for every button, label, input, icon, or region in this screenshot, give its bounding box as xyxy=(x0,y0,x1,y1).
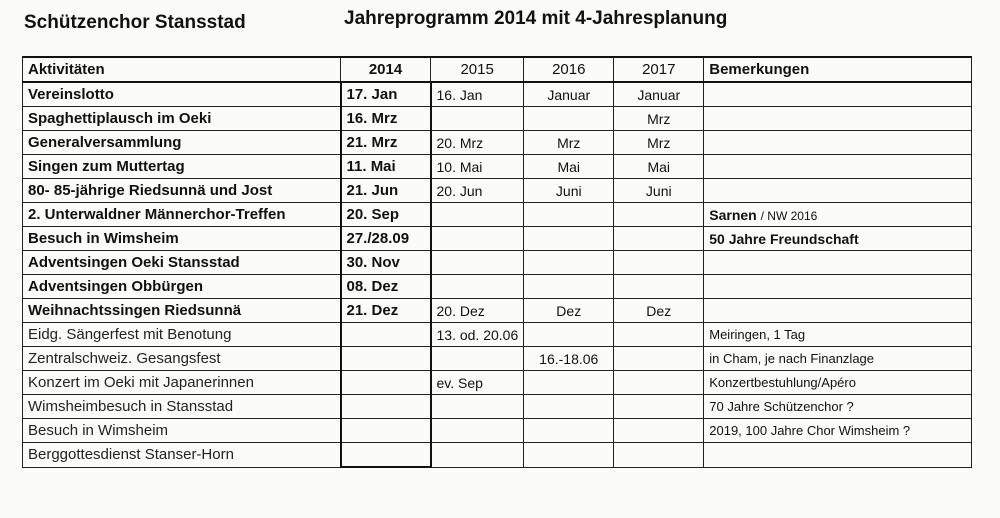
date-2016-cell: Juni xyxy=(524,179,614,203)
column-header-2015: 2015 xyxy=(431,57,524,82)
date-2015-cell xyxy=(431,275,524,299)
date-2014-cell: 30. Nov xyxy=(341,251,431,275)
remarks-cell xyxy=(704,443,972,468)
date-2015-cell: 20. Dez xyxy=(431,299,524,323)
date-2016-cell xyxy=(524,251,614,275)
date-2014-cell: 08. Dez xyxy=(341,275,431,299)
date-2016-cell: Mai xyxy=(524,155,614,179)
date-2016-cell xyxy=(524,203,614,227)
activity-cell: Generalversammlung xyxy=(23,131,341,155)
remarks-note: / NW 2016 xyxy=(760,208,818,223)
date-2014-cell xyxy=(341,323,431,347)
activity-cell: Weihnachtssingen Riedsunnä xyxy=(23,299,341,323)
table-row xyxy=(23,443,972,468)
date-2017-cell: Mrz xyxy=(614,131,704,155)
table-row xyxy=(23,203,972,227)
date-2016-cell xyxy=(524,371,614,395)
date-2016-cell: Mrz xyxy=(524,131,614,155)
date-2015-cell: 20. Mrz xyxy=(431,131,524,155)
remarks-text: in Cham, je nach Finanzlage xyxy=(709,351,875,366)
date-2016-cell xyxy=(524,395,614,419)
date-2016-cell: Dez xyxy=(524,299,614,323)
column-header-activities: Aktivitäten xyxy=(23,57,341,82)
table-row xyxy=(23,419,972,443)
activity-cell: 80- 85-jährige Riedsunnä und Jost xyxy=(23,179,341,203)
date-2017-cell: Mrz xyxy=(614,107,704,131)
date-2015-cell xyxy=(431,251,524,275)
date-2014-cell xyxy=(341,395,431,419)
date-2014-cell: 27./28.09 xyxy=(341,227,431,251)
activity-cell: Zentralschweiz. Gesangsfest xyxy=(23,347,341,371)
activity-cell: Vereinslotto xyxy=(23,82,341,107)
date-2015-cell: ev. Sep xyxy=(431,371,524,395)
date-2015-cell xyxy=(431,419,524,443)
date-2014-cell xyxy=(341,419,431,443)
date-2016-cell xyxy=(524,323,614,347)
remarks-cell xyxy=(704,203,972,227)
remarks-cell xyxy=(704,323,972,347)
table-row xyxy=(23,82,972,107)
organization-name: Schützenchor Stansstad xyxy=(24,12,246,33)
table-body xyxy=(23,82,972,467)
activity-cell: Wimsheimbesuch in Stansstad xyxy=(23,395,341,419)
table-row xyxy=(23,347,972,371)
date-2016-cell: Januar xyxy=(524,82,614,107)
activity-cell: Singen zum Muttertag xyxy=(23,155,341,179)
date-2017-cell xyxy=(614,203,704,227)
table-row xyxy=(23,179,972,203)
date-2016-cell xyxy=(524,443,614,468)
remarks-cell xyxy=(704,155,972,179)
activity-cell: 2. Unterwaldner Männerchor-Treffen xyxy=(23,203,341,227)
activity-cell: Adventsingen Oeki Stansstad xyxy=(23,251,341,275)
column-header-remarks: Bemerkungen xyxy=(704,57,972,82)
date-2015-cell xyxy=(431,107,524,131)
date-2017-cell xyxy=(614,419,704,443)
activity-cell: Konzert im Oeki mit Japanerinnen xyxy=(23,371,341,395)
table-row xyxy=(23,371,972,395)
remarks-cell xyxy=(704,82,972,107)
table-row xyxy=(23,107,972,131)
date-2017-cell xyxy=(614,227,704,251)
date-2014-cell xyxy=(341,347,431,371)
date-2017-cell xyxy=(614,395,704,419)
date-2015-cell: 16. Jan xyxy=(431,82,524,107)
remarks-cell xyxy=(704,371,972,395)
activity-cell: Adventsingen Obbürgen xyxy=(23,275,341,299)
remarks-cell xyxy=(704,395,972,419)
date-2017-cell xyxy=(614,347,704,371)
date-2017-cell: Mai xyxy=(614,155,704,179)
remarks-text: Meiringen, 1 Tag xyxy=(709,327,806,342)
date-2016-cell xyxy=(524,275,614,299)
date-2017-cell xyxy=(614,443,704,468)
date-2015-cell xyxy=(431,227,524,251)
date-2014-cell: 17. Jan xyxy=(341,82,431,107)
remarks-cell xyxy=(704,179,972,203)
date-2017-cell: Januar xyxy=(614,82,704,107)
date-2017-cell xyxy=(614,275,704,299)
remarks-cell xyxy=(704,131,972,155)
date-2017-cell: Dez xyxy=(614,299,704,323)
table-row xyxy=(23,275,972,299)
remarks-text: Sarnen xyxy=(709,206,757,223)
date-2015-cell xyxy=(431,395,524,419)
date-2014-cell: 20. Sep xyxy=(341,203,431,227)
table-row xyxy=(23,131,972,155)
date-2014-cell: 16. Mrz xyxy=(341,107,431,131)
column-header-2017: 2017 xyxy=(614,57,704,82)
column-header-2016: 2016 xyxy=(524,57,614,82)
page-title: Jahreprogramm 2014 mit 4-Jahresplanung xyxy=(344,8,728,29)
date-2014-cell: 21. Mrz xyxy=(341,131,431,155)
date-2014-cell xyxy=(341,371,431,395)
date-2017-cell xyxy=(614,371,704,395)
date-2017-cell xyxy=(614,323,704,347)
date-2014-cell: 21. Jun xyxy=(341,179,431,203)
date-2016-cell xyxy=(524,107,614,131)
activity-cell: Spaghettiplausch im Oeki xyxy=(23,107,341,131)
table-row xyxy=(23,227,972,251)
date-2017-cell xyxy=(614,251,704,275)
remarks-text: 2019, 100 Jahre Chor Wimsheim ? xyxy=(709,423,911,438)
date-2016-cell xyxy=(524,227,614,251)
remarks-cell xyxy=(704,347,972,371)
table-row xyxy=(23,251,972,275)
table-header-row xyxy=(23,57,972,82)
date-2014-cell xyxy=(341,443,431,468)
table-row xyxy=(23,299,972,323)
date-2014-cell: 11. Mai xyxy=(341,155,431,179)
remarks-text: Konzertbestuhlung/Apéro xyxy=(709,375,856,390)
program-table xyxy=(22,56,972,468)
table-row xyxy=(23,323,972,347)
remarks-cell xyxy=(704,419,972,443)
date-2015-cell xyxy=(431,347,524,371)
activity-cell: Besuch in Wimsheim xyxy=(23,227,341,251)
remarks-cell xyxy=(704,107,972,131)
date-2016-cell xyxy=(524,419,614,443)
date-2015-cell xyxy=(431,203,524,227)
remarks-cell xyxy=(704,299,972,323)
date-2015-cell xyxy=(431,443,524,468)
table-row xyxy=(23,395,972,419)
remarks-cell xyxy=(704,275,972,299)
remarks-text: 70 Jahre Schützenchor ? xyxy=(709,399,854,414)
activity-cell: Eidg. Sängerfest mit Benotung xyxy=(23,323,341,347)
remarks-text: 50 Jahre Freundschaft xyxy=(709,230,859,247)
date-2015-cell: 10. Mai xyxy=(431,155,524,179)
date-2015-cell: 13. od. 20.06 xyxy=(431,323,524,347)
remarks-cell xyxy=(704,251,972,275)
column-header-2014: 2014 xyxy=(341,57,431,82)
table-row xyxy=(23,155,972,179)
date-2014-cell: 21. Dez xyxy=(341,299,431,323)
date-2017-cell: Juni xyxy=(614,179,704,203)
activity-cell: Besuch in Wimsheim xyxy=(23,419,341,443)
activity-cell: Berggottesdienst Stanser-Horn xyxy=(23,443,341,468)
date-2015-cell: 20. Jun xyxy=(431,179,524,203)
date-2016-cell: 16.-18.06 xyxy=(524,347,614,371)
remarks-cell xyxy=(704,227,972,251)
